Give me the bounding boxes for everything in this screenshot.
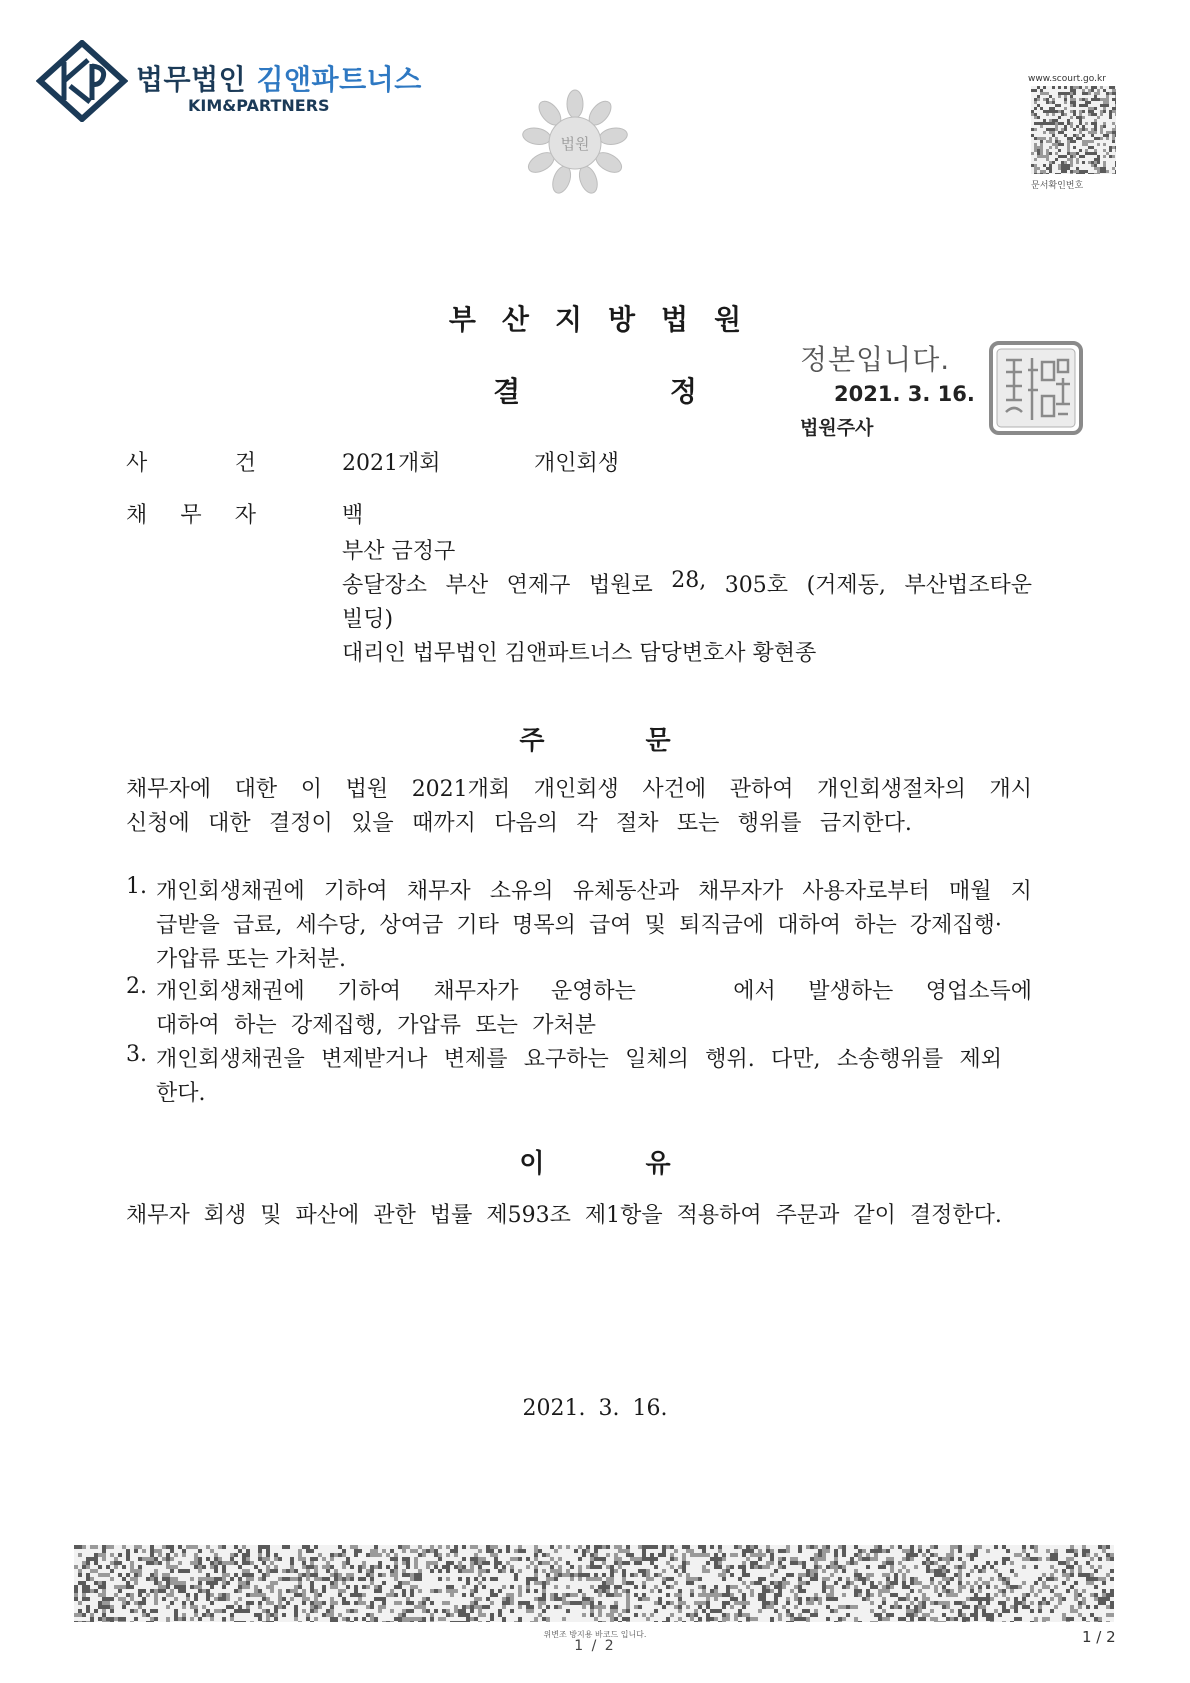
word: 금지한다. [819,811,912,836]
word: 제1항을 [584,1203,663,1228]
certified-copy-stamp-date: 2021. 3. 16. [834,382,975,406]
word: 소유의 [489,879,554,904]
word: 결정한다. [909,1203,1002,1228]
word: 변제받거나 [321,1047,428,1072]
debtor-label-char: 무 [180,503,202,528]
word: 및 [260,1203,282,1228]
word: 결정이 [269,811,333,836]
word: 가처분 [532,1013,596,1038]
word: 관한 [373,1203,416,1228]
page-number-right: 1 / 2 [1082,1628,1116,1646]
verification-qr-caption: 문서확인번호 [1031,181,1084,191]
word: 있을 [351,811,394,836]
word: 요구하는 [523,1047,609,1072]
word: 305호 [724,573,789,598]
word: 대한 [208,811,251,836]
word: 적용하여 [676,1203,762,1228]
word: 개인회생채권을 [156,1047,305,1072]
order-item-number: 3. [126,1042,147,1067]
word: 급료, [232,913,283,938]
word: 28, [671,568,707,593]
word: 발생하는 [808,979,894,1004]
court-official-seal-icon [988,340,1084,436]
word: 개인회생채권에 [156,979,305,1004]
word: 부산법조타운 [904,573,1032,598]
word: 기하여 [323,879,388,904]
word: 다음의 [494,811,558,836]
word: 개인회생채권에 [156,879,305,904]
word: 유체동산과 [572,879,679,904]
firm-name-korean [136,58,422,98]
word: 가압류 [156,947,220,972]
word: 또는 [676,811,720,836]
word: 법원로 [588,573,653,598]
word: 한다. [156,1081,206,1106]
word: 개인회생 [533,777,619,802]
anti-forgery-barcode-icon [74,1545,1114,1622]
debtor-label-char: 채 [126,503,148,528]
word: 주문과 [775,1203,840,1228]
order-item-line [156,942,346,973]
debtor-address: 부산 금정구 [342,539,456,564]
firm-name-prefix: 법무법인 [136,63,247,96]
word: (거제동, [806,573,886,598]
word: 급받을 [156,913,220,938]
word: 변제를 [443,1047,508,1072]
firm-logo [36,40,456,122]
service-address-line-1 [342,568,1032,599]
reason-text [126,1198,1002,1229]
word: 하는 [854,913,897,938]
court-emblem-icon [520,88,630,198]
case-type: 개인회생 [534,451,620,476]
word: 절차 [615,811,659,836]
word: 상여금 [379,913,444,938]
word: 채무자 [126,1203,190,1228]
order-heading: 주 문 [519,726,671,756]
certified-copy-stamp-clerk: 법원주사 [800,417,874,439]
word: 퇴직금에 [679,913,765,938]
order-intro-line-1 [126,772,1032,803]
debtor-label-char: 자 [234,503,256,528]
word: 각 [576,811,598,836]
word: 세수당, [295,913,367,938]
certified-copy-stamp-text: 정본입니다. [800,343,951,376]
order-item [126,1042,1032,1114]
word: 기타 [456,913,499,938]
word: 사건에 [642,777,707,802]
order-item-line [156,1008,596,1039]
order-intro-line-2 [126,806,912,837]
word: 파산에 [295,1203,360,1228]
court-name-title: 부산지방법원 [448,303,768,336]
word: 영업소득에 [925,979,1032,1004]
word: 채무자가 [698,879,784,904]
word: 급여 [589,913,632,938]
word: 또는 [475,1013,518,1038]
order-item-number: 1. [126,874,147,899]
document-type-char-2: 정 [669,375,697,408]
word: 신청에 [126,811,190,836]
word: 가처분. [275,947,346,972]
word: 부산 [445,573,489,598]
firm-name-english: KIM&PARTNERS [188,96,330,115]
word: 강제집행· [909,913,1002,938]
word: 2021개회 [411,777,511,802]
word: 소송행위를 [836,1047,944,1072]
word: 행위. [705,1047,755,1072]
word: 및 [644,913,666,938]
word: 일체의 [625,1047,689,1072]
order-item-number: 2. [126,974,147,999]
word: 다만, [771,1047,821,1072]
verification-qr-icon[interactable] [1031,86,1116,174]
word: 회생 [203,1203,247,1228]
word: 채무자에 [126,777,212,802]
firm-name-main: 김앤파트너스 [256,63,422,96]
firm-logo-mark-icon [36,40,128,122]
decision-date: 2021. 3. 16. [522,1396,668,1421]
word: 운영하는 [550,979,636,1004]
word: 채무자 [406,879,471,904]
word: 개인회생절차의 [817,777,966,802]
word: 기하여 [337,979,401,1004]
case-label-char: 건 [234,451,256,476]
debtor-label [126,498,256,529]
word: 대하여 [156,1013,220,1038]
word: 같이 [853,1203,896,1228]
verification-url: www.scourt.go.kr [1028,74,1106,84]
order-item-line [156,1076,216,1107]
document-type-char-1: 결 [493,375,521,408]
word: 사용자로부터 [802,879,930,904]
word: 때까지 [412,811,476,836]
order-item-line [156,1042,1002,1073]
order-item-line [156,874,1032,905]
case-number: 2021개회 [342,451,441,476]
word: 명목의 [512,913,576,938]
word: 채무자가 [433,979,519,1004]
word: 법률 [429,1203,473,1228]
word: 또는 [226,947,269,972]
word: 하는 [234,1013,277,1038]
word: 법원 [345,777,389,802]
word: 행위를 [737,811,802,836]
word: 강제집행, [290,1013,383,1038]
word: 제외 [959,1047,1002,1072]
word: 지 [1010,879,1032,904]
word: 개시 [989,777,1032,802]
word: 대한 [234,777,278,802]
page-number-center: 1 / 2 [574,1638,616,1654]
word: 연제구 [506,573,571,598]
order-item [126,974,1032,1046]
word: 송달장소 [342,573,428,598]
case-label-char: 사 [126,451,148,476]
word: 에서 [733,979,776,1004]
case-label [126,446,256,477]
word: 제593조 [486,1203,571,1228]
debtor-name: 백 [342,503,364,528]
word: 매월 [948,879,992,904]
debtor-legal-agent: 대리인 법무법인 김앤파트너스 담당변호사 황현종 [342,641,817,666]
court-emblem-label: 법원 [560,135,590,153]
word: 관하여 [729,777,794,802]
order-item [126,874,1032,980]
reason-heading: 이 유 [519,1149,671,1179]
order-item-line [156,974,1032,1005]
order-item-line [156,908,1002,939]
service-address-line-2: 빌딩) [342,607,394,632]
word: 가압류 [397,1013,462,1038]
word: 이 [300,777,322,802]
anti-forgery-note: 위변조 방지용 바코드 입니다. [543,1630,647,1639]
word: 대하여 [777,913,842,938]
